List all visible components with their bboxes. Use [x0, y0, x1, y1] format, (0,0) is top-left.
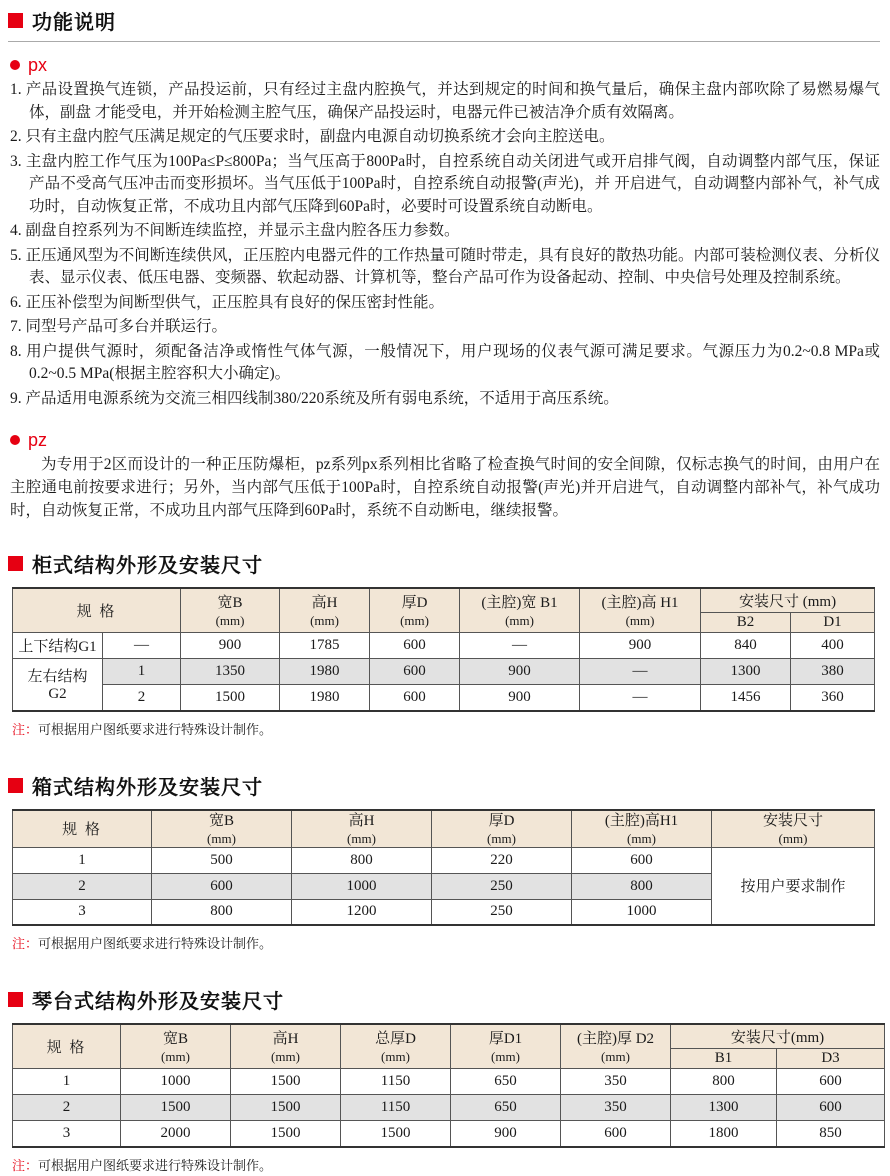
px-label: px	[28, 55, 48, 75]
list-item: 4. 副盘自控系列为不间断连续监控，并显示主盘内腔各压力参数。	[10, 222, 460, 239]
column-header: 总厚D (mm)	[341, 1024, 451, 1069]
column-header-d1: D1	[791, 613, 875, 633]
row-group-cell: 左右结构 G2	[13, 659, 103, 711]
list-item: 9. 产品适用电源系统为交流三相四线制380/220系统及所有弱电系统，不适用于高压系统。	[10, 389, 619, 407]
table-row: 左右结构 G2 1 1350 1980 600 900 — 1300 380	[13, 659, 875, 685]
pz-label: pz	[28, 430, 48, 450]
red-square-icon	[8, 13, 23, 28]
merged-install-cell: 按用户要求制作	[712, 847, 875, 925]
list-item: 1. 产品设置换气连锁，产品投运前，只有经过主盘内腔换气，并达到规定的时间和换气量后，确保主盘内部吹除了易燃易爆气体，副盘 才能受电，并开始检测主腔气压，确保产品投运时，电器元件已被洁净介质有效隔离。	[10, 81, 880, 121]
section-header-box	[8, 771, 880, 800]
column-header: 宽B (mm)	[152, 810, 292, 848]
pz-paragraph: 为专用于2区而设计的一种正压防爆柜，pz系列px系列相比省略了检查换气时间的安全间隙，仅标志换气的时间，由用户在主腔通电前按要求进行；另外，当内部气压低于100Pa时，自控系统自动报警(声光)并开启进气，自动调整内部补气，补气成功时，自动恢复正常，不成功且内部气压降到60Pa时，系统不自动断电，继续报警。	[10, 456, 880, 519]
section-title: 琴台式结构外形及安装尺寸	[32, 991, 284, 1013]
list-item: 3. 主盘内腔工作气压为100Pa≤P≤800Pa；当气压高于800Pa时，自控系统自动关闭进气或开启排气阀，自动调整内部气压，保证产品不受高气压冲击而变形损坏。当气压低于100Pa时，自控系统自动报警(声光)，并 开启进气，自动调整内部补气，补气成功时，自动恢复正常，不成功且内部气压降到60Pa时，必要时可设置系统自动断电。	[10, 152, 880, 215]
column-header: (主腔)高H1 (mm)	[572, 810, 712, 848]
list-item: 6. 正压补偿型为间断型供气，正压腔具有良好的保压密封性能。	[10, 293, 445, 311]
column-header: (主腔)厚 D2 (mm)	[561, 1024, 671, 1069]
table-row: 1 1000 1500 1150 650 350 800 600	[13, 1069, 885, 1095]
cabinet-structure-table	[12, 587, 875, 712]
px-heading	[10, 56, 880, 74]
list-item: 7. 同型号产品可多台并联运行。	[10, 318, 228, 335]
table-row: 3 800 1200 250 1000	[13, 899, 875, 925]
section-header-console	[8, 985, 880, 1014]
page-title: 功能说明	[32, 12, 116, 34]
column-header-spec: 规 格	[13, 588, 181, 633]
column-header: 高H (mm)	[231, 1024, 341, 1069]
divider	[8, 41, 880, 42]
table-row: 2 1500 1980 600 900 — 1456 360	[13, 685, 875, 711]
column-header-spec: 规 格	[13, 1024, 121, 1069]
column-header: 宽B (mm)	[181, 588, 280, 633]
section-title: 柜式结构外形及安装尺寸	[32, 555, 263, 577]
column-header-b2: B2	[701, 613, 791, 633]
red-square-icon	[8, 992, 23, 1007]
column-header: 宽B (mm)	[121, 1024, 231, 1069]
list-item: 8. 用户提供气源时，须配备洁净或惰性气体气源，一般情况下，用户现场的仪表气源可满足要求。气源压力为0.2~0.8 MPa或0.2~0.5 MPa(根据主腔容积大小确定)。	[10, 342, 880, 382]
column-header-b1: B1	[671, 1049, 777, 1069]
note-label: 注：	[12, 936, 39, 951]
note-text: 可根据用户图纸要求进行特殊设计制作。	[38, 936, 273, 951]
table-note	[12, 719, 880, 738]
section-box-structure	[8, 771, 880, 953]
red-square-icon	[8, 778, 23, 793]
column-header-install: 安装尺寸 (mm)	[712, 810, 875, 848]
column-header-install: 安装尺寸 (mm)	[701, 588, 875, 613]
note-text: 可根据用户图纸要求进行特殊设计制作。	[38, 721, 273, 737]
table-row: 2 600 1000 250 800	[13, 873, 875, 899]
table-row: 2 1500 1500 1150 650 350 1300 600	[13, 1095, 885, 1121]
column-header: (主腔)宽 B1 (mm)	[460, 588, 580, 633]
column-header: 厚D (mm)	[370, 588, 460, 633]
section-title: 箱式结构外形及安装尺寸	[32, 776, 263, 799]
table-note	[12, 1155, 880, 1174]
note-label: 注：	[12, 721, 39, 737]
note-label: 注：	[12, 1157, 39, 1173]
column-header-spec: 规 格	[13, 810, 152, 848]
column-header: (主腔)高 H1 (mm)	[580, 588, 701, 633]
red-dot-icon	[10, 435, 20, 445]
note-text: 可根据用户图纸要求进行特殊设计制作。	[38, 1157, 273, 1173]
list-item: 5. 正压通风型为不间断连续供风，正压腔内电器元件的工作热量可随时带走，具有良好的散热功能。内部可装检测仪表、分析仪表、显示仪表、低压电器、变频器、软起动器、计算机等，整台产品可作为设备起动、控制、中央信号处理及控制系统。	[10, 246, 880, 286]
column-header: 高H (mm)	[292, 810, 432, 848]
row-group-cell: 上下结构G1	[13, 633, 103, 659]
section-cabinet-structure	[8, 549, 880, 738]
table-row: 上下结构G1 — 900 1785 600 — 900 840 400	[13, 633, 875, 659]
box-structure-table	[12, 809, 875, 927]
table-note	[12, 933, 880, 952]
section-console-structure	[8, 985, 880, 1174]
pz-heading	[10, 431, 880, 449]
column-header: 高H (mm)	[280, 588, 370, 633]
table-row: 1 500 800 220 600 按用户要求制作	[13, 847, 875, 873]
column-header-d3: D3	[777, 1049, 885, 1069]
list-item: 2. 只有主盘内腔气压满足规定的气压要求时，副盘内电源自动切换系统才会向主腔送电。	[10, 128, 615, 145]
px-item-list	[10, 79, 880, 410]
table-row: 3 2000 1500 1500 900 600 1800 850	[13, 1121, 885, 1147]
section-header-function	[8, 6, 880, 35]
red-dot-icon	[10, 60, 20, 70]
column-header-install: 安装尺寸(mm)	[671, 1024, 885, 1049]
column-header: 厚D (mm)	[432, 810, 572, 848]
section-header-cabinet	[8, 549, 880, 578]
column-header: 厚D1 (mm)	[451, 1024, 561, 1069]
red-square-icon	[8, 556, 23, 571]
console-structure-table	[12, 1023, 885, 1148]
